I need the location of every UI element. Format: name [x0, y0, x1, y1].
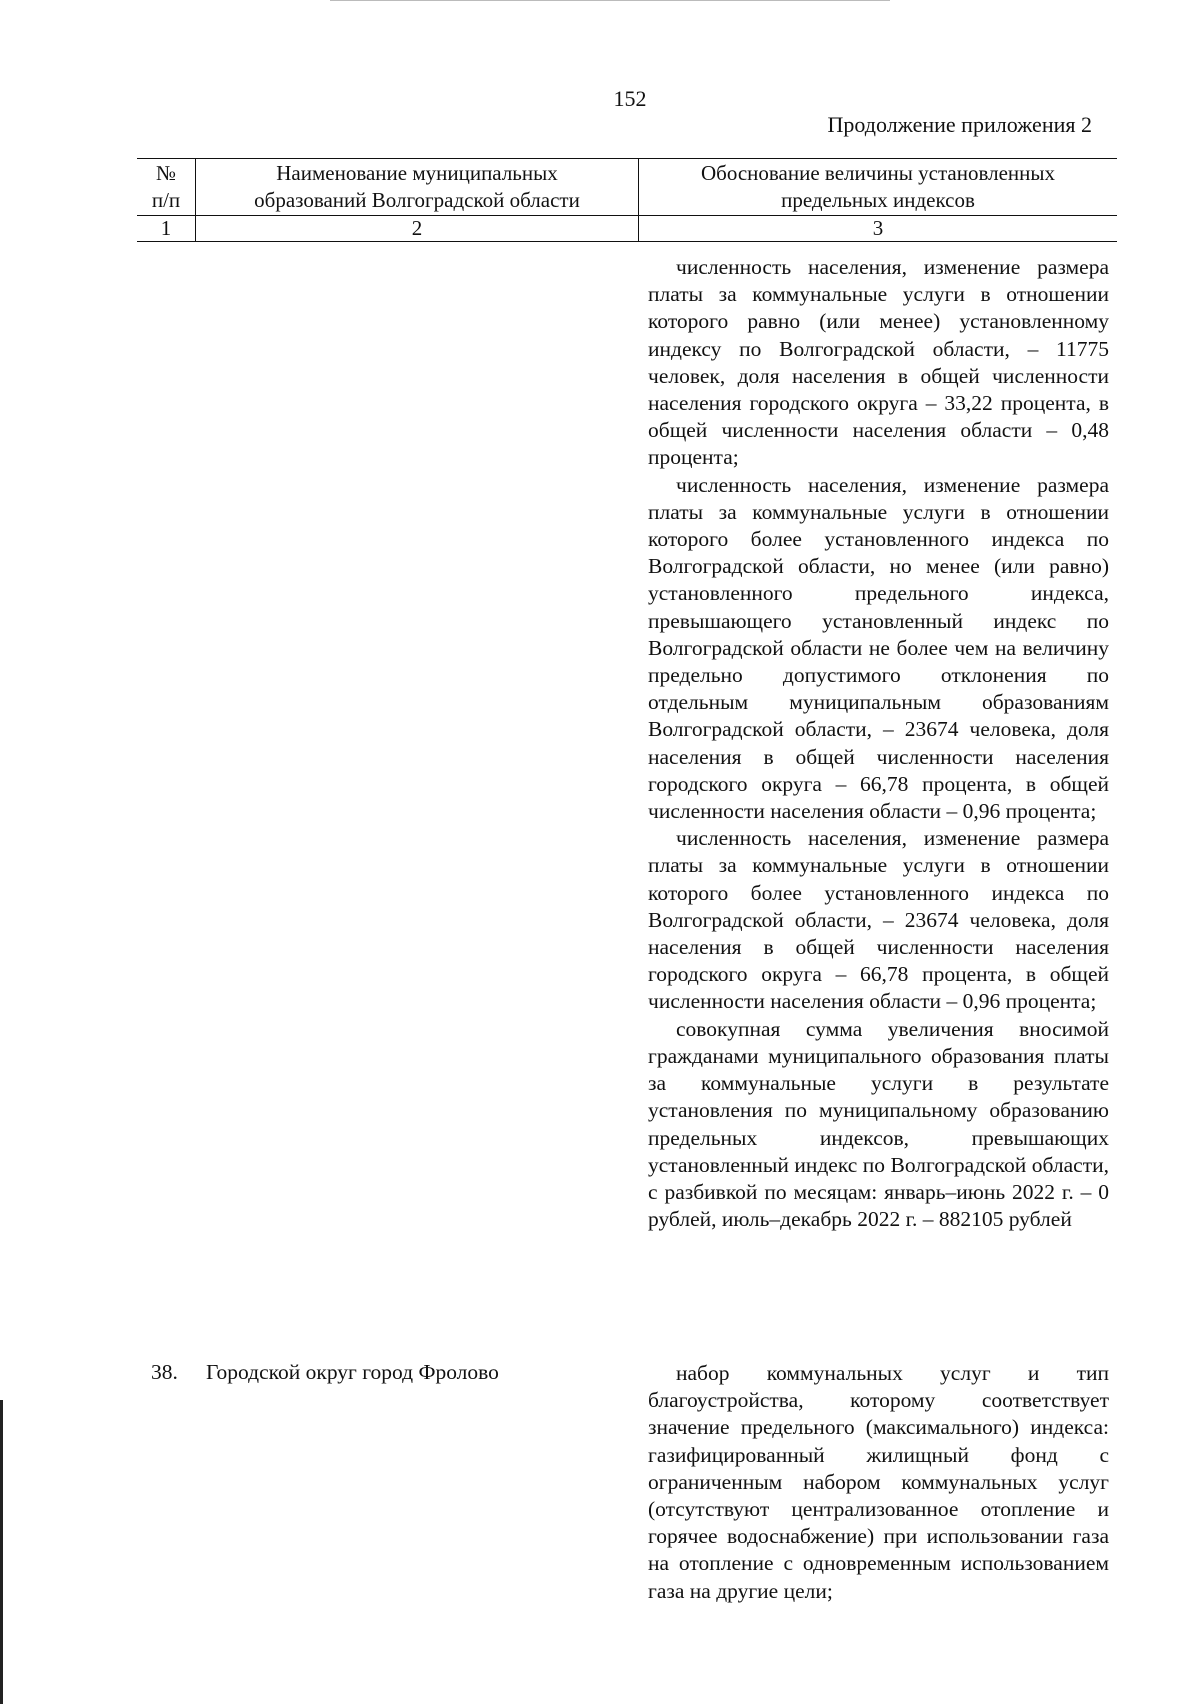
page-number: 152 — [613, 86, 647, 111]
header-line: Наименование муниципальных — [276, 161, 558, 185]
header-cell-municipality — [196, 159, 639, 216]
column-number: 2 — [196, 216, 639, 242]
table-header-row — [137, 159, 1117, 216]
header-line: предельных индексов — [781, 188, 975, 212]
header-line: № — [155, 161, 177, 185]
continued-row-justification — [648, 254, 1109, 1233]
scan-top-edge — [330, 0, 890, 1]
row-number: 38. — [151, 1360, 178, 1384]
continuation-title: Продолжение приложения 2 — [827, 112, 1092, 137]
column-number: 1 — [137, 216, 196, 242]
header-cell-justification — [639, 159, 1118, 216]
scan-margin-line — [0, 1400, 3, 1704]
justification-paragraph: совокупная сумма увеличения вносимой гражданами муниципального образования платы за коммунальные услуги в результате установления по муниципальному образованию предельных индексов, превышающих установленный индекс по Волгоградской области, с разбивкой по месяцам: январь–июнь 2022 г. – 0 рублей, июль–декабрь 2022 г. – 882105 рублей — [648, 1016, 1109, 1232]
header-line: п/п — [151, 188, 181, 212]
justification-paragraph: численность населения, изменение размера платы за коммунальные услуги в отношении которого более установленного индекса по Волгоградской области, но менее (или равно) установленного предельного индекса, превышающего установленный индекс по Волгоградской области не более чем на величину предельно допустимого отклонения по отдельным муниципальным образованиям Волгоградской области, – 23674 человека, доля населения в общей численности населения городского округа – 66,78 процента, в общей численности населения области – 0,96 процента; — [648, 472, 1109, 824]
justification-paragraph: численность населения, изменение размера платы за коммунальные услуги в отношении которого более установленного индекса по Волгоградской области, – 23674 человека, доля населения в общей численности населения городского округа – 66,78 процента, в общей численности населения области – 0,96 процента; — [648, 826, 1109, 1014]
justification-paragraph: численность населения, изменение размера платы за коммунальные услуги в отношении которого равно (или менее) установленному индексу по Волгоградской области, – 11775 человек, доля населения в общей численности населения городского округа – 33,22 процента, в общей численности населения области – 0,48 процента; — [648, 255, 1109, 470]
table-header — [137, 158, 1117, 242]
justification-paragraph: набор коммунальных услуг и тип благоустройства, которому соответствует значение предельного (максимального) индекса: газифицированный жилищный фонд с ограниченным набором коммунальных услуг (отсутствуют централизованное отопление и горячее водоснабжение) при использовании газа на отопление с одновременным использованием газа на другие цели; — [648, 1361, 1109, 1603]
header-cell-number — [137, 159, 196, 216]
municipality-name: Городской округ город Фролово — [206, 1360, 499, 1384]
header-line: Обоснование величины установленных — [700, 161, 1055, 185]
column-number-row — [137, 216, 1117, 242]
row-38-justification — [648, 1360, 1109, 1605]
column-number: 3 — [639, 216, 1118, 242]
header-line: образований Волгоградской области — [254, 188, 580, 212]
